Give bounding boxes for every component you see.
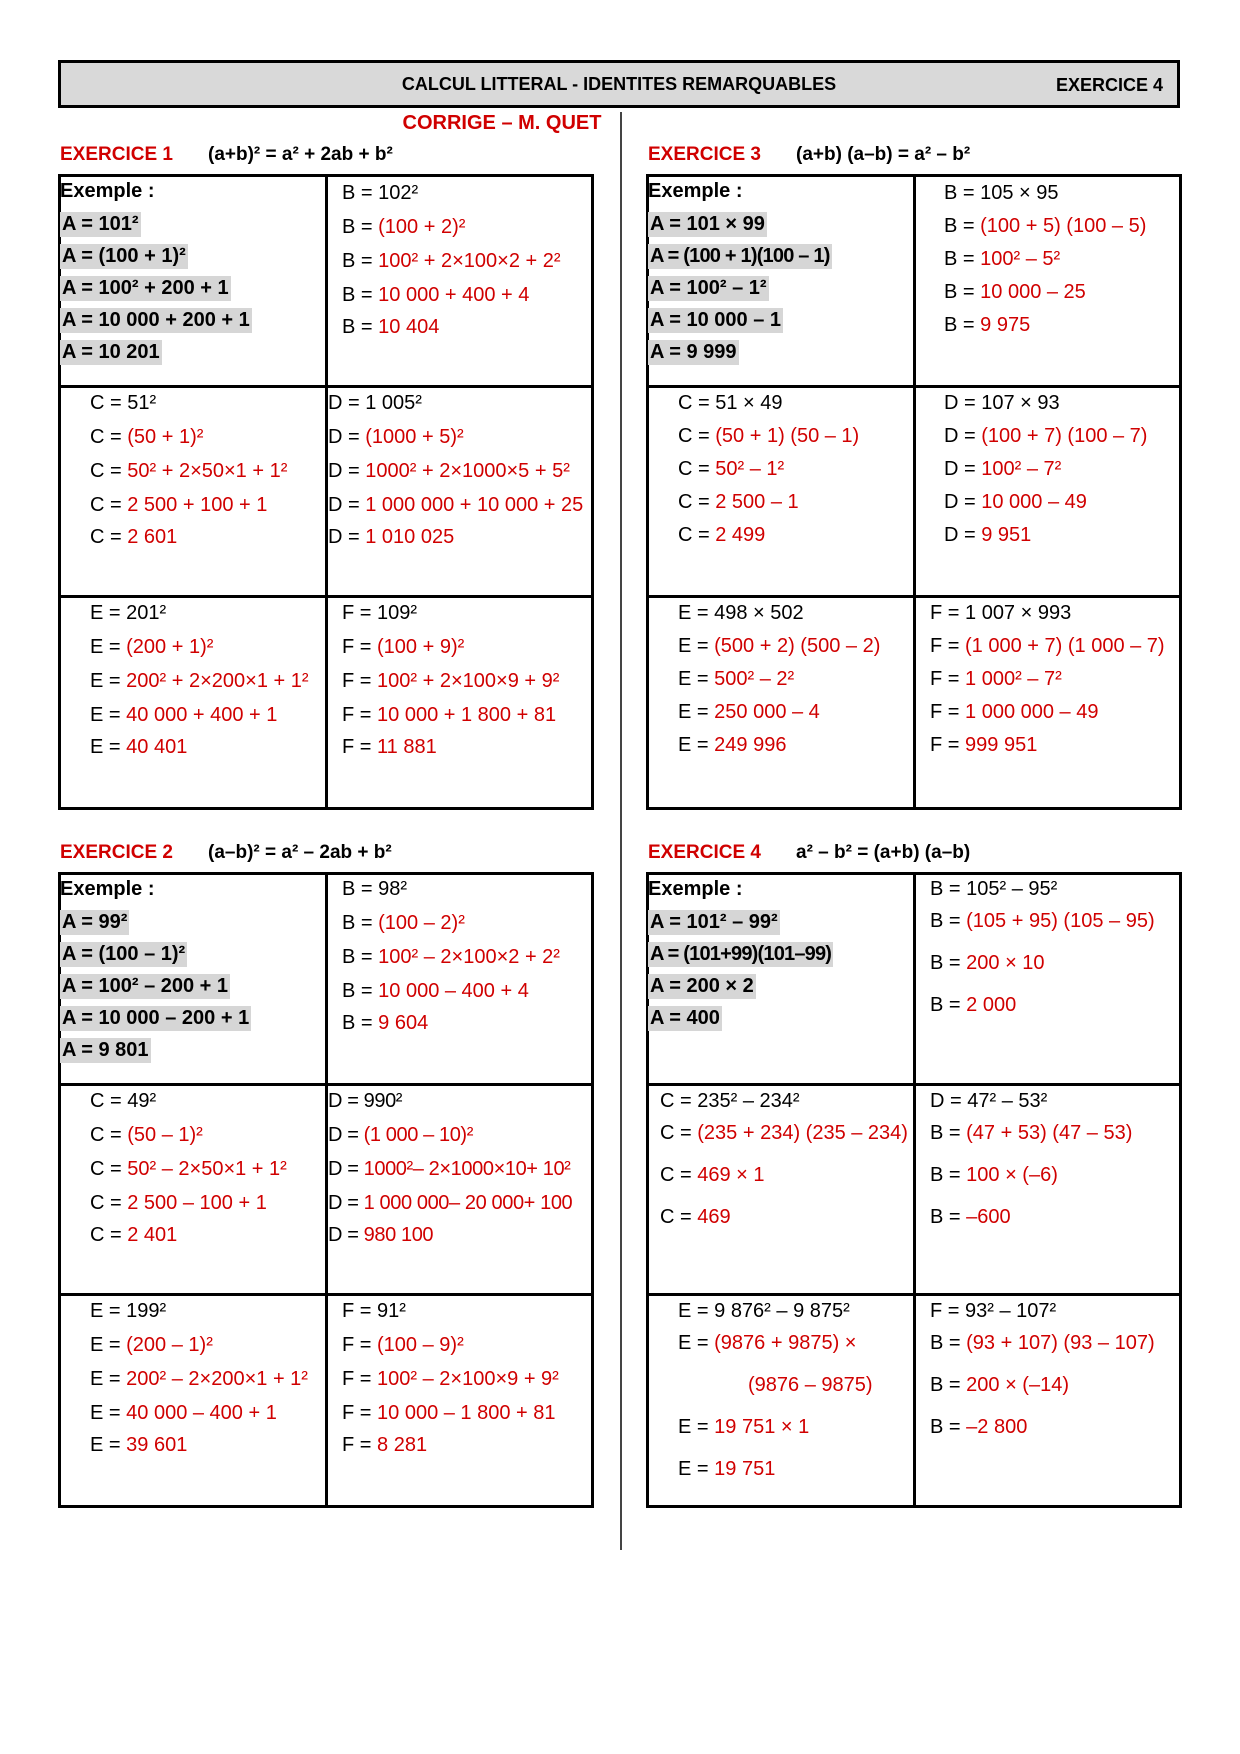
calc-prefix: C = bbox=[90, 1124, 128, 1146]
calc-line: E = 9 876² – 9 875² bbox=[678, 1300, 850, 1322]
example-line: A = 100² – 200 + 1 bbox=[62, 975, 229, 997]
calc-line: C = 51² bbox=[90, 392, 157, 414]
calc-result: 19 751 bbox=[714, 1458, 776, 1480]
example-title: Exemple : bbox=[648, 878, 743, 900]
calc-prefix: D = bbox=[944, 425, 982, 447]
calc-prefix: C = bbox=[90, 1224, 128, 1246]
calc-prefix: C = bbox=[678, 524, 716, 546]
calc-line: D = 1 005² bbox=[328, 392, 422, 414]
ex3-title bbox=[648, 144, 970, 166]
calc-result: 8 281 bbox=[377, 1434, 428, 1456]
ex4-label: EXERCICE 4 bbox=[648, 842, 761, 863]
calc-prefix: C = bbox=[90, 1192, 128, 1214]
calc-step: 10 000 + 400 + 4 bbox=[378, 284, 530, 306]
calc-step: (200 – 1)² bbox=[126, 1334, 213, 1356]
calc-step: 50² – 2×50×1 + 1² bbox=[127, 1158, 287, 1180]
calc-prefix: E = bbox=[678, 1416, 715, 1438]
calc-prefix: C = bbox=[90, 526, 128, 548]
calc-prefix: E = bbox=[678, 701, 715, 723]
example-line: A = 200 × 2 bbox=[650, 975, 754, 997]
calc-step: 10 000 – 400 + 4 bbox=[378, 980, 529, 1002]
ex4-formula: a² – b² = (a+b) (a–b) bbox=[796, 842, 971, 863]
calc-step: 2 500 – 1 bbox=[715, 491, 799, 513]
calc-step: (1 000 – 10)² bbox=[363, 1124, 473, 1146]
calc-line: C = 235² – 234² bbox=[660, 1090, 800, 1112]
calc-step: 200 × 10 bbox=[966, 952, 1045, 974]
calc-step: (9876 – 9875) bbox=[748, 1374, 873, 1396]
calc-result: –2 800 bbox=[966, 1416, 1028, 1438]
calc-step: 250 000 – 4 bbox=[714, 701, 820, 723]
calc-prefix: B = bbox=[930, 1374, 967, 1396]
calc-prefix: D = bbox=[328, 494, 366, 516]
calc-step: 1 000 000 + 10 000 + 25 bbox=[365, 494, 584, 516]
calc-line: C = 51 × 49 bbox=[678, 392, 783, 414]
calc-result: 39 601 bbox=[126, 1434, 188, 1456]
calc-step: (100 + 9)² bbox=[377, 636, 465, 658]
calc-result: 2 601 bbox=[127, 526, 178, 548]
calc-prefix: B = bbox=[944, 248, 981, 270]
calc-step: (50 – 1)² bbox=[127, 1124, 203, 1146]
calc-prefix: B = bbox=[342, 980, 379, 1002]
example-line: A = 100² + 200 + 1 bbox=[62, 277, 229, 299]
ex1-title bbox=[60, 144, 393, 166]
calc-prefix: C = bbox=[678, 425, 716, 447]
calc-prefix: F = bbox=[342, 1334, 378, 1356]
calc-step: 500² – 2² bbox=[714, 668, 795, 690]
calc-result: 980 100 bbox=[363, 1224, 434, 1246]
calc-step: 100² + 2×100×2 + 2² bbox=[378, 250, 561, 272]
corrige-label: CORRIGE – M. QUET bbox=[402, 112, 602, 134]
calc-prefix: B = bbox=[342, 912, 379, 934]
calc-result: 2 000 bbox=[966, 994, 1017, 1016]
calc-prefix: D = bbox=[328, 1192, 364, 1214]
calc-prefix: E = bbox=[90, 1368, 127, 1390]
calc-prefix: F = bbox=[342, 736, 378, 758]
column-divider bbox=[620, 112, 622, 1550]
calc-prefix: D = bbox=[328, 1158, 364, 1180]
calc-step: (93 + 107) (93 – 107) bbox=[966, 1332, 1155, 1354]
calc-prefix: D = bbox=[328, 460, 366, 482]
calc-line: D = 107 × 93 bbox=[944, 392, 1060, 414]
calc-prefix: F = bbox=[930, 701, 966, 723]
calc-result: 2 401 bbox=[127, 1224, 178, 1246]
calc-result: 9 604 bbox=[378, 1012, 429, 1034]
calc-step: 200² + 2×200×1 + 1² bbox=[126, 670, 309, 692]
example-line: A = 9 999 bbox=[650, 341, 737, 363]
calc-step: 200 × (–14) bbox=[966, 1374, 1069, 1396]
example-line: A = 101² – 99² bbox=[650, 911, 778, 933]
calc-step: (1 000 + 7) (1 000 – 7) bbox=[965, 635, 1165, 657]
example-line: A = 100² – 1² bbox=[650, 277, 767, 299]
example-title: Exemple : bbox=[60, 878, 155, 900]
calc-prefix: D = bbox=[944, 458, 982, 480]
calc-prefix: D = bbox=[328, 426, 366, 448]
example-line: A = 10 000 – 1 bbox=[650, 309, 782, 331]
calc-prefix: D = bbox=[328, 526, 366, 548]
calc-prefix: C = bbox=[678, 458, 716, 480]
calc-prefix: B = bbox=[930, 910, 967, 932]
example-line: A = 400 bbox=[650, 1007, 720, 1029]
calc-prefix: B = bbox=[944, 314, 981, 336]
calc-step: (100 – 9)² bbox=[377, 1334, 464, 1356]
calc-line: B = 105 × 95 bbox=[944, 182, 1059, 204]
calc-line: E = 199² bbox=[90, 1300, 167, 1322]
calc-step: 200² – 2×200×1 + 1² bbox=[126, 1368, 308, 1390]
calc-step: 50² – 1² bbox=[715, 458, 785, 480]
calc-prefix: F = bbox=[930, 668, 966, 690]
ex3-formula: (a+b) (a–b) = a² – b² bbox=[796, 144, 971, 165]
calc-result: 1 010 025 bbox=[365, 526, 455, 548]
calc-prefix: B = bbox=[944, 215, 981, 237]
calc-prefix: E = bbox=[90, 736, 127, 758]
calc-step: (9876 + 9875) × bbox=[714, 1332, 857, 1354]
calc-prefix: F = bbox=[930, 734, 966, 756]
calc-prefix: D = bbox=[944, 524, 982, 546]
calc-prefix: B = bbox=[342, 1012, 379, 1034]
calc-prefix: B = bbox=[930, 1122, 967, 1144]
calc-step: 2 500 + 100 + 1 bbox=[127, 494, 268, 516]
calc-prefix: B = bbox=[930, 1206, 967, 1228]
calc-step: (500 + 2) (500 – 2) bbox=[714, 635, 881, 657]
example-title: Exemple : bbox=[60, 180, 155, 202]
calc-step: (200 + 1)² bbox=[126, 636, 214, 658]
calc-prefix: E = bbox=[678, 1332, 715, 1354]
calc-prefix: F = bbox=[342, 1434, 378, 1456]
calc-prefix: D = bbox=[944, 491, 982, 513]
calc-prefix: B = bbox=[342, 250, 379, 272]
calc-result: –600 bbox=[966, 1206, 1011, 1228]
calc-prefix: C = bbox=[90, 460, 128, 482]
calc-prefix: C = bbox=[660, 1122, 698, 1144]
calc-step: 1 000 000– 20 000+ 100 bbox=[363, 1192, 573, 1214]
calc-prefix: B = bbox=[342, 216, 379, 238]
calc-line: E = 201² bbox=[90, 602, 167, 624]
ex2-title bbox=[60, 842, 392, 864]
ex2-label: EXERCICE 2 bbox=[60, 842, 173, 863]
calc-step: (100 + 2)² bbox=[378, 216, 466, 238]
calc-step: (235 + 234) (235 – 234) bbox=[697, 1122, 908, 1144]
calc-prefix: C = bbox=[90, 494, 128, 516]
calc-prefix: B = bbox=[944, 281, 981, 303]
calc-step: (50 + 1) (50 – 1) bbox=[715, 425, 860, 447]
calc-step: (100 + 5) (100 – 5) bbox=[980, 215, 1147, 237]
calc-line: F = 91² bbox=[342, 1300, 406, 1322]
calc-prefix: E = bbox=[90, 636, 127, 658]
calc-step: 2 500 – 100 + 1 bbox=[127, 1192, 267, 1214]
calc-step: 100² – 2×100×9 + 9² bbox=[377, 1368, 559, 1390]
calc-line: C = 49² bbox=[90, 1090, 157, 1112]
calc-prefix: B = bbox=[930, 1332, 967, 1354]
example-line: A = (100 + 1)(100 – 1) bbox=[650, 245, 830, 267]
calc-line: F = 109² bbox=[342, 602, 418, 624]
calc-line: B = 105² – 95² bbox=[930, 878, 1058, 900]
calc-prefix: B = bbox=[342, 316, 379, 338]
calc-line: F = 93² – 107² bbox=[930, 1300, 1057, 1322]
calc-result: 10 404 bbox=[378, 316, 440, 338]
calc-step: (105 + 95) (105 – 95) bbox=[966, 910, 1155, 932]
calc-result: 2 499 bbox=[715, 524, 766, 546]
calc-prefix: B = bbox=[930, 952, 967, 974]
calc-prefix: D = bbox=[328, 1124, 364, 1146]
calc-step: 100² – 5² bbox=[980, 248, 1061, 270]
calc-prefix: E = bbox=[90, 1434, 127, 1456]
calc-prefix: F = bbox=[342, 1402, 378, 1424]
example-line: A = 101² bbox=[62, 213, 139, 235]
calc-prefix: E = bbox=[90, 704, 127, 726]
example-line: A = 9 801 bbox=[62, 1039, 149, 1061]
calc-step: 100² – 2×100×2 + 2² bbox=[378, 946, 560, 968]
example-line: A = (100 – 1)² bbox=[62, 943, 186, 965]
header-title: CALCUL LITTERAL - IDENTITES REMARQUABLES bbox=[401, 73, 837, 94]
calc-step: 100 × (–6) bbox=[966, 1164, 1058, 1186]
calc-prefix: C = bbox=[90, 1158, 128, 1180]
calc-line: F = 1 007 × 993 bbox=[930, 602, 1072, 624]
calc-prefix: B = bbox=[342, 946, 379, 968]
calc-step: 100² – 7² bbox=[981, 458, 1062, 480]
calc-step: 40 000 – 400 + 1 bbox=[126, 1402, 277, 1424]
ex4-title bbox=[648, 842, 970, 864]
calc-prefix: E = bbox=[678, 668, 715, 690]
example-title: Exemple : bbox=[648, 180, 743, 202]
calc-prefix: E = bbox=[90, 670, 127, 692]
example-line: A = 101 × 99 bbox=[650, 213, 765, 235]
calc-prefix: F = bbox=[342, 704, 378, 726]
calc-prefix: C = bbox=[660, 1206, 698, 1228]
ex3-label: EXERCICE 3 bbox=[648, 144, 761, 165]
calc-step: 1 000² – 7² bbox=[965, 668, 1062, 690]
calc-step: (100 + 7) (100 – 7) bbox=[981, 425, 1148, 447]
calc-step: 19 751 × 1 bbox=[714, 1416, 810, 1438]
calc-step: (47 + 53) (47 – 53) bbox=[966, 1122, 1133, 1144]
calc-result: 469 bbox=[697, 1206, 731, 1228]
calc-result: 999 951 bbox=[965, 734, 1038, 756]
calc-result: 9 975 bbox=[980, 314, 1031, 336]
calc-step: (1000 + 5)² bbox=[365, 426, 464, 448]
calc-prefix: C = bbox=[90, 426, 128, 448]
calc-line: D = 47² – 53² bbox=[930, 1090, 1048, 1112]
calc-step: 10 000 – 25 bbox=[980, 281, 1086, 303]
example-line: A = 10 000 + 200 + 1 bbox=[62, 309, 250, 331]
calc-step: 1 000 000 – 49 bbox=[965, 701, 1099, 723]
calc-step: 1000² + 2×1000×5 + 5² bbox=[365, 460, 570, 482]
calc-result: 249 996 bbox=[714, 734, 787, 756]
calc-prefix: F = bbox=[342, 1368, 378, 1390]
calc-step: 10 000 – 1 800 + 81 bbox=[377, 1402, 556, 1424]
ex2-formula: (a–b)² = a² – 2ab + b² bbox=[208, 842, 392, 863]
calc-prefix: E = bbox=[678, 734, 715, 756]
example-line: A = 10 000 – 200 + 1 bbox=[62, 1007, 250, 1029]
example-line: A = 10 201 bbox=[62, 341, 160, 363]
calc-prefix: C = bbox=[678, 491, 716, 513]
calc-result: 40 401 bbox=[126, 736, 188, 758]
ex4-grid bbox=[646, 872, 1182, 1508]
calc-prefix: B = bbox=[930, 994, 967, 1016]
calc-prefix: B = bbox=[342, 284, 379, 306]
calc-prefix: E = bbox=[90, 1334, 127, 1356]
calc-prefix: F = bbox=[342, 636, 378, 658]
example-line: A = (100 + 1)² bbox=[62, 245, 186, 267]
calc-prefix: E = bbox=[90, 1402, 127, 1424]
calc-prefix: F = bbox=[342, 670, 378, 692]
calc-step: (100 – 2)² bbox=[378, 912, 465, 934]
calc-step: 10 000 + 1 800 + 81 bbox=[377, 704, 557, 726]
page-header bbox=[58, 60, 1180, 108]
calc-line: D = 990² bbox=[328, 1090, 403, 1112]
calc-line: E = 498 × 502 bbox=[678, 602, 804, 624]
example-line: A = 99² bbox=[62, 911, 128, 933]
ex1-formula: (a+b)² = a² + 2ab + b² bbox=[208, 144, 393, 165]
example-line: A = (101+99)(101–99) bbox=[650, 943, 832, 965]
calc-prefix: E = bbox=[678, 635, 715, 657]
calc-step: 10 000 – 49 bbox=[981, 491, 1087, 513]
calc-result: 9 951 bbox=[981, 524, 1032, 546]
calc-step: 469 × 1 bbox=[697, 1164, 765, 1186]
calc-step: 1000²– 2×1000×10+ 10² bbox=[363, 1158, 571, 1180]
calc-prefix: F = bbox=[930, 635, 966, 657]
calc-step: 100² + 2×100×9 + 9² bbox=[377, 670, 560, 692]
calc-prefix: C = bbox=[660, 1164, 698, 1186]
calc-step: 40 000 + 400 + 1 bbox=[126, 704, 278, 726]
header-exercise: EXERCICE 4 bbox=[1055, 75, 1163, 95]
calc-line: B = 102² bbox=[342, 182, 419, 204]
calc-step: 50² + 2×50×1 + 1² bbox=[127, 460, 288, 482]
calc-prefix: E = bbox=[678, 1458, 715, 1480]
calc-prefix: B = bbox=[930, 1164, 967, 1186]
calc-prefix: B = bbox=[930, 1416, 967, 1438]
calc-line: B = 98² bbox=[342, 878, 408, 900]
calc-result: 11 881 bbox=[377, 736, 437, 758]
calc-prefix: D = bbox=[328, 1224, 364, 1246]
ex1-label: EXERCICE 1 bbox=[60, 144, 173, 165]
calc-step: (50 + 1)² bbox=[127, 426, 204, 448]
